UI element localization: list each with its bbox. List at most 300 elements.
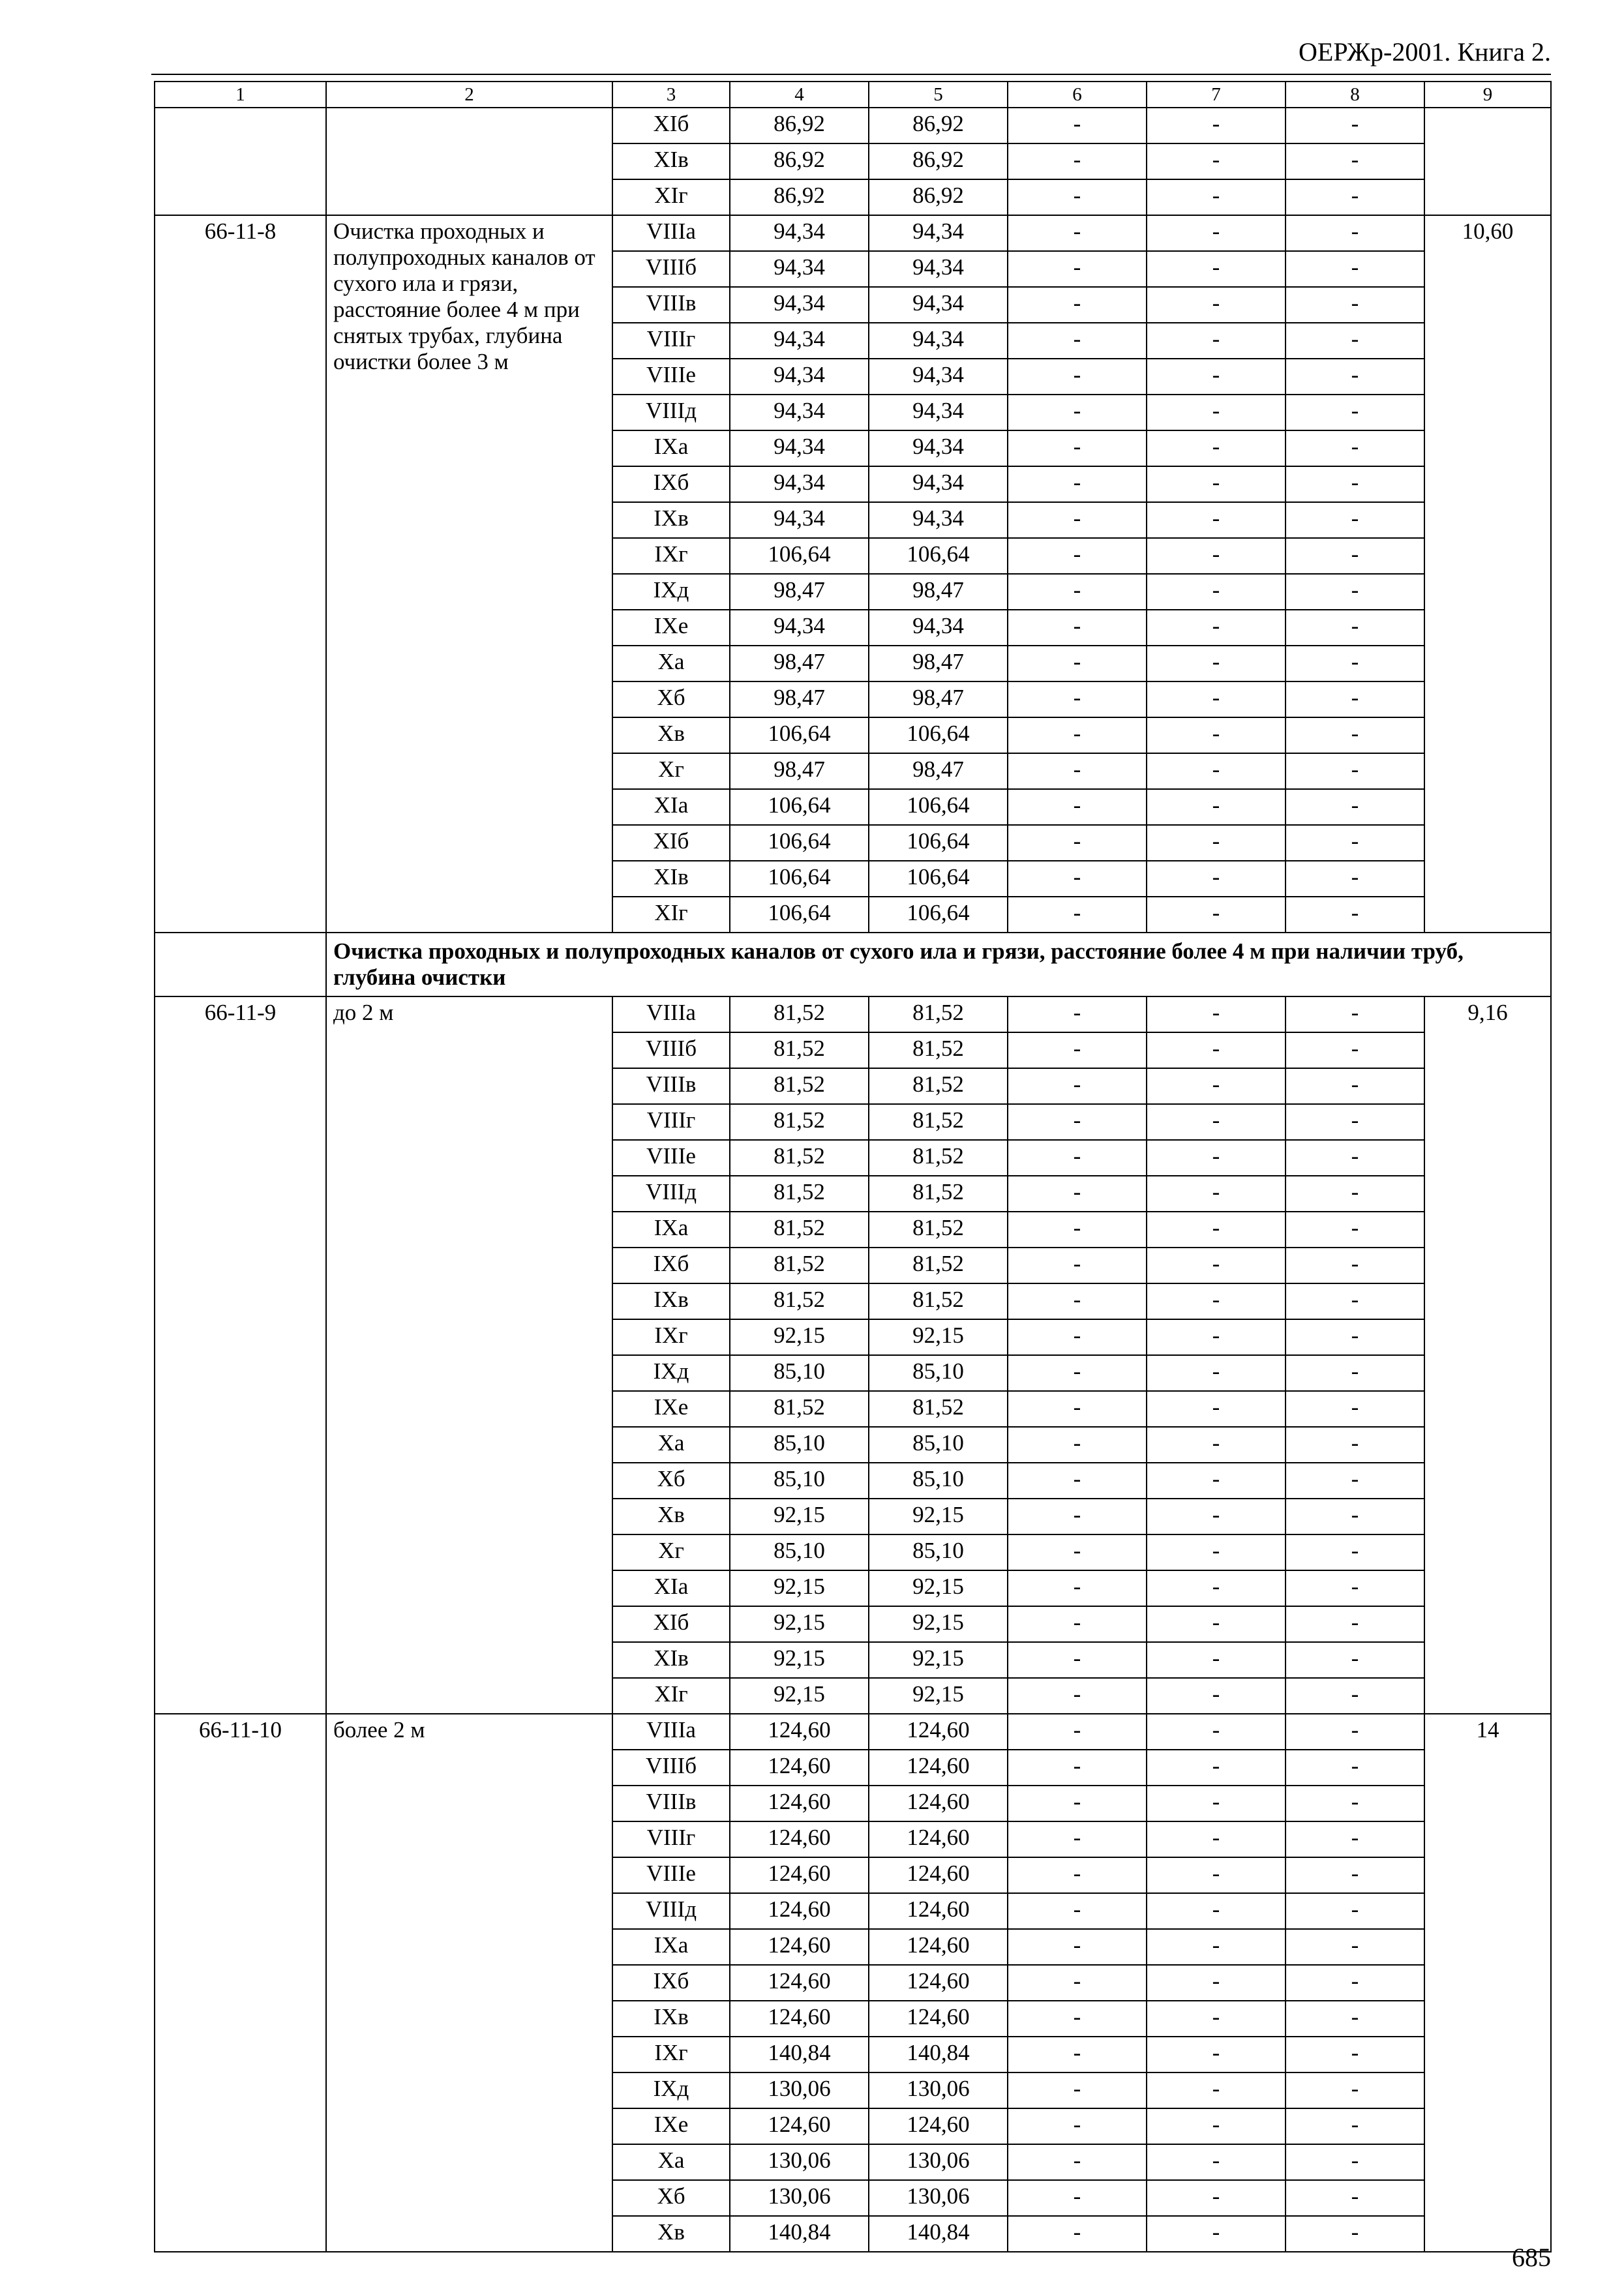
cell-col4: 85,10 (730, 1355, 869, 1391)
cell-col4: 81,52 (730, 996, 869, 1032)
cell-col7: - (1147, 1176, 1286, 1212)
cell-col7: - (1147, 1283, 1286, 1319)
cell-col3: XIб (612, 1606, 730, 1642)
cell-col3: XIа (612, 1570, 730, 1606)
cell-col8: - (1286, 466, 1424, 502)
cell-col7: - (1147, 1534, 1286, 1570)
cell-col6: - (1008, 1463, 1147, 1499)
cell-col6: - (1008, 2072, 1147, 2108)
cell-col8: - (1286, 574, 1424, 610)
cell-col7: - (1147, 179, 1286, 215)
cell-col6: - (1008, 251, 1147, 287)
table-row (155, 1714, 1551, 1750)
cell-col3: Xв (612, 2216, 730, 2252)
cell-col5: 94,34 (869, 610, 1008, 646)
cell-col4: 94,34 (730, 251, 869, 287)
cell-col4: 124,60 (730, 1893, 869, 1929)
column-number-row (155, 82, 1551, 108)
cell-col3: XIв (612, 861, 730, 897)
cell-col5: 92,15 (869, 1499, 1008, 1534)
cell-col3: IXе (612, 2108, 730, 2144)
cell-col4: 94,34 (730, 359, 869, 395)
cell-col6: - (1008, 610, 1147, 646)
section-heading: Очистка проходных и полупроходных каналов от сухого ила и грязи, расстояние более 4 м при наличии труб, глубина очистки (326, 933, 1551, 996)
cell-col7: - (1147, 1463, 1286, 1499)
cell-col4: 86,92 (730, 143, 869, 179)
section-spacer (155, 933, 326, 996)
cell-col5: 94,34 (869, 359, 1008, 395)
cell-col6: - (1008, 681, 1147, 717)
cell-col3: Xа (612, 1427, 730, 1463)
column-number: 8 (1286, 82, 1424, 108)
cell-col5: 81,52 (869, 1391, 1008, 1427)
cell-col4: 92,15 (730, 1642, 869, 1678)
cell-col3: XIг (612, 179, 730, 215)
cell-col6: - (1008, 2037, 1147, 2072)
cell-col8: - (1286, 502, 1424, 538)
cell-col4: 94,34 (730, 215, 869, 251)
cell-col7: - (1147, 1606, 1286, 1642)
cell-col4: 81,52 (730, 1212, 869, 1248)
cell-col3: IXе (612, 1391, 730, 1427)
cell-col3: XIб (612, 825, 730, 861)
cell-col8: - (1286, 897, 1424, 933)
cell-col6: - (1008, 825, 1147, 861)
cell-col8: - (1286, 1427, 1424, 1463)
cell-col4: 124,60 (730, 1857, 869, 1893)
header-rule (151, 74, 1551, 75)
cell-col3: XIа (612, 789, 730, 825)
cell-col7: - (1147, 1714, 1286, 1750)
cell-col7: - (1147, 610, 1286, 646)
cell-col7: - (1147, 646, 1286, 681)
cell-col8: - (1286, 1355, 1424, 1391)
cell-col3: Xг (612, 753, 730, 789)
cell-col3: IXв (612, 2001, 730, 2037)
cell-col8: - (1286, 681, 1424, 717)
cell-col8: - (1286, 2001, 1424, 2037)
cell-col8: - (1286, 1176, 1424, 1212)
cell-col8: - (1286, 789, 1424, 825)
cell-col3: VIIIа (612, 1714, 730, 1750)
cell-col7: - (1147, 108, 1286, 143)
cell-col6: - (1008, 108, 1147, 143)
cell-col8: - (1286, 996, 1424, 1032)
cell-col4: 106,64 (730, 861, 869, 897)
cell-col7: - (1147, 359, 1286, 395)
cell-col4: 94,34 (730, 395, 869, 430)
cell-col4: 98,47 (730, 681, 869, 717)
cell-col5: 94,34 (869, 502, 1008, 538)
cell-col4: 106,64 (730, 897, 869, 933)
cell-col6: - (1008, 179, 1147, 215)
cell-col6: - (1008, 1355, 1147, 1391)
cell-col5: 94,34 (869, 395, 1008, 430)
cell-col4: 81,52 (730, 1140, 869, 1176)
cell-col7: - (1147, 717, 1286, 753)
cell-col3: IXа (612, 1212, 730, 1248)
cell-col7: - (1147, 825, 1286, 861)
cell-col7: - (1147, 251, 1286, 287)
cell-col5: 81,52 (869, 1248, 1008, 1283)
cell-col7: - (1147, 1427, 1286, 1463)
cell-col6: - (1008, 502, 1147, 538)
cell-col5: 140,84 (869, 2216, 1008, 2252)
cell-col7: - (1147, 1140, 1286, 1176)
cell-col3: VIIIе (612, 1857, 730, 1893)
cell-col6: - (1008, 1104, 1147, 1140)
cell-col7: - (1147, 1068, 1286, 1104)
cell-col3: VIIIв (612, 1786, 730, 1821)
cell-col8: - (1286, 1463, 1424, 1499)
cell-col8: - (1286, 359, 1424, 395)
cell-col4: 130,06 (730, 2180, 869, 2216)
cell-col6: - (1008, 1499, 1147, 1534)
cell-col6: - (1008, 143, 1147, 179)
cell-col3: Xг (612, 1534, 730, 1570)
cell-col3: XIг (612, 1678, 730, 1714)
cell-col8: - (1286, 1821, 1424, 1857)
cell-col3: VIIIг (612, 1821, 730, 1857)
cell-col6: - (1008, 753, 1147, 789)
cell-col8: - (1286, 1570, 1424, 1606)
cell-col5: 124,60 (869, 1929, 1008, 1965)
cell-col6: - (1008, 996, 1147, 1032)
cell-col3: VIIIд (612, 1176, 730, 1212)
cell-col5: 130,06 (869, 2072, 1008, 2108)
cell-col7: - (1147, 1750, 1286, 1786)
cell-col3: Xб (612, 1463, 730, 1499)
cell-col8: - (1286, 1140, 1424, 1176)
rate-code: 66-11-9 (155, 996, 326, 1714)
cell-col8: - (1286, 1857, 1424, 1893)
rate-code: 66-11-10 (155, 1714, 326, 2252)
cell-col4: 106,64 (730, 825, 869, 861)
cell-col7: - (1147, 1032, 1286, 1068)
cell-col5: 81,52 (869, 1068, 1008, 1104)
cell-col4: 106,64 (730, 538, 869, 574)
cell-col6: - (1008, 646, 1147, 681)
column-number: 6 (1008, 82, 1147, 108)
cell-col6: - (1008, 323, 1147, 359)
cell-col6: - (1008, 1176, 1147, 1212)
cell-col6: - (1008, 2001, 1147, 2037)
cell-col7: - (1147, 681, 1286, 717)
cell-col5: 85,10 (869, 1355, 1008, 1391)
cell-col5: 81,52 (869, 1140, 1008, 1176)
cell-col6: - (1008, 861, 1147, 897)
cell-col4: 81,52 (730, 1176, 869, 1212)
cell-col5: 124,60 (869, 2001, 1008, 2037)
cell-col3: IXе (612, 610, 730, 646)
cell-col3: VIIIа (612, 996, 730, 1032)
cell-col5: 81,52 (869, 1212, 1008, 1248)
cell-col6: - (1008, 359, 1147, 395)
cell-col8: - (1286, 2180, 1424, 2216)
cell-col5: 124,60 (869, 1750, 1008, 1786)
cell-col6: - (1008, 466, 1147, 502)
cell-col6: - (1008, 2180, 1147, 2216)
cell-col5: 81,52 (869, 1032, 1008, 1068)
cell-col6: - (1008, 1750, 1147, 1786)
cell-col7: - (1147, 323, 1286, 359)
cell-col4: 94,34 (730, 287, 869, 323)
cell-col8: - (1286, 646, 1424, 681)
cell-col5: 106,64 (869, 789, 1008, 825)
cell-col3: Xа (612, 2144, 730, 2180)
cell-col3: XIб (612, 108, 730, 143)
cell-col8: - (1286, 610, 1424, 646)
cell-col5: 85,10 (869, 1427, 1008, 1463)
cell-col8: - (1286, 1212, 1424, 1248)
cell-col3: IXв (612, 1283, 730, 1319)
cell-col6: - (1008, 1786, 1147, 1821)
cell-col4: 86,92 (730, 108, 869, 143)
cell-col6: - (1008, 717, 1147, 753)
cell-col7: - (1147, 996, 1286, 1032)
labor-cost: 9,16 (1424, 996, 1551, 1714)
cell-col3: Xа (612, 646, 730, 681)
cell-col7: - (1147, 466, 1286, 502)
labor-cost: 14 (1424, 1714, 1551, 2252)
cell-col3: VIIIд (612, 395, 730, 430)
cell-col7: - (1147, 538, 1286, 574)
cell-col7: - (1147, 2108, 1286, 2144)
cell-col5: 81,52 (869, 1283, 1008, 1319)
cell-col4: 124,60 (730, 1965, 869, 2001)
cell-col8: - (1286, 1965, 1424, 2001)
cell-col5: 124,60 (869, 1714, 1008, 1750)
table-body (155, 82, 1551, 2252)
cell-col6: - (1008, 1319, 1147, 1355)
cell-col7: - (1147, 2216, 1286, 2252)
cell-col4: 92,15 (730, 1606, 869, 1642)
cell-col4: 106,64 (730, 789, 869, 825)
cell-col5: 94,34 (869, 251, 1008, 287)
cell-col6: - (1008, 1965, 1147, 2001)
cell-col7: - (1147, 287, 1286, 323)
cell-col3: XIв (612, 143, 730, 179)
cell-col7: - (1147, 1391, 1286, 1427)
cell-col7: - (1147, 789, 1286, 825)
cell-col5: 85,10 (869, 1534, 1008, 1570)
cell-col5: 86,92 (869, 108, 1008, 143)
cell-col4: 92,15 (730, 1499, 869, 1534)
cell-col7: - (1147, 395, 1286, 430)
cell-col8: - (1286, 1750, 1424, 1786)
cell-col4: 106,64 (730, 717, 869, 753)
cell-col4: 81,52 (730, 1068, 869, 1104)
cell-col8: - (1286, 1893, 1424, 1929)
cell-col5: 124,60 (869, 1857, 1008, 1893)
cell-code (155, 108, 326, 215)
cell-col5: 81,52 (869, 996, 1008, 1032)
cell-col7: - (1147, 1857, 1286, 1893)
cell-col5: 106,64 (869, 861, 1008, 897)
cell-col7: - (1147, 1893, 1286, 1929)
cell-col7: - (1147, 1678, 1286, 1714)
cell-col3: VIIIв (612, 287, 730, 323)
cell-col8: - (1286, 287, 1424, 323)
cell-col5: 92,15 (869, 1678, 1008, 1714)
table-row (155, 215, 1551, 251)
cell-col8: - (1286, 2108, 1424, 2144)
cell-col7: - (1147, 897, 1286, 933)
cell-col8: - (1286, 395, 1424, 430)
cell-col3: XIг (612, 897, 730, 933)
cell-col7: - (1147, 1355, 1286, 1391)
cell-col4: 124,60 (730, 1750, 869, 1786)
cell-col8: - (1286, 215, 1424, 251)
cell-col5: 86,92 (869, 143, 1008, 179)
work-description: Очистка проходных и полупроходных каналов от сухого ила и грязи, расстояние более 4 м при снятых трубах, глубина очистки более 3 м (326, 215, 612, 933)
cell-col6: - (1008, 215, 1147, 251)
cell-col6: - (1008, 1068, 1147, 1104)
cell-col8: - (1286, 1606, 1424, 1642)
cell-col7: - (1147, 1821, 1286, 1857)
cell-col5: 94,34 (869, 466, 1008, 502)
cell-col4: 92,15 (730, 1570, 869, 1606)
cell-col8: - (1286, 1499, 1424, 1534)
cell-col8: - (1286, 179, 1424, 215)
cell-col5: 98,47 (869, 574, 1008, 610)
cell-col5: 124,60 (869, 1786, 1008, 1821)
cell-col7: - (1147, 1212, 1286, 1248)
cell-col4: 140,84 (730, 2216, 869, 2252)
cell-col5: 86,92 (869, 179, 1008, 215)
cell-col7: - (1147, 215, 1286, 251)
cell-col5: 85,10 (869, 1463, 1008, 1499)
section-row (155, 933, 1551, 996)
cell-col3: VIIIб (612, 251, 730, 287)
cell-col6: - (1008, 1391, 1147, 1427)
cell-col3: VIIIб (612, 1032, 730, 1068)
rates-table (154, 81, 1552, 2252)
column-number: 3 (612, 82, 730, 108)
cell-col5: 94,34 (869, 323, 1008, 359)
cell-col5: 106,64 (869, 717, 1008, 753)
cell-col4: 94,34 (730, 430, 869, 466)
cell-col5: 92,15 (869, 1570, 1008, 1606)
cell-col5: 92,15 (869, 1606, 1008, 1642)
cell-col7: - (1147, 1248, 1286, 1283)
cell-col4: 98,47 (730, 574, 869, 610)
cell-col3: VIIIв (612, 1068, 730, 1104)
cell-col4: 124,60 (730, 1821, 869, 1857)
cell-col6: - (1008, 1821, 1147, 1857)
cell-col4: 81,52 (730, 1248, 869, 1283)
cell-col8: - (1286, 2216, 1424, 2252)
cell-col8: - (1286, 753, 1424, 789)
cell-col9 (1424, 108, 1551, 215)
cell-col4: 124,60 (730, 1714, 869, 1750)
cell-col4: 81,52 (730, 1283, 869, 1319)
cell-col3: IXа (612, 1929, 730, 1965)
cell-col6: - (1008, 1893, 1147, 1929)
cell-col4: 94,34 (730, 610, 869, 646)
cell-col7: - (1147, 1319, 1286, 1355)
cell-col7: - (1147, 143, 1286, 179)
cell-col3: Xв (612, 1499, 730, 1534)
cell-col7: - (1147, 1104, 1286, 1140)
cell-col8: - (1286, 1786, 1424, 1821)
column-number: 7 (1147, 82, 1286, 108)
cell-col5: 98,47 (869, 753, 1008, 789)
cell-col3: IXв (612, 502, 730, 538)
cell-col3: IXг (612, 538, 730, 574)
cell-col4: 94,34 (730, 502, 869, 538)
cell-col5: 92,15 (869, 1642, 1008, 1678)
cell-col8: - (1286, 1319, 1424, 1355)
cell-col4: 130,06 (730, 2144, 869, 2180)
cell-col7: - (1147, 2180, 1286, 2216)
cell-col5: 98,47 (869, 646, 1008, 681)
cell-col6: - (1008, 1678, 1147, 1714)
cell-col7: - (1147, 1929, 1286, 1965)
cell-col5: 140,84 (869, 2037, 1008, 2072)
page-number: 685 (1512, 2243, 1551, 2272)
cell-col4: 81,52 (730, 1032, 869, 1068)
cell-col4: 85,10 (730, 1534, 869, 1570)
cell-col8: - (1286, 1032, 1424, 1068)
cell-col6: - (1008, 1248, 1147, 1283)
cell-col6: - (1008, 1032, 1147, 1068)
cell-col7: - (1147, 1965, 1286, 2001)
cell-col5: 98,47 (869, 681, 1008, 717)
work-description: до 2 м (326, 996, 612, 1714)
cell-col3: Xб (612, 2180, 730, 2216)
cell-col3: VIIIа (612, 215, 730, 251)
cell-col7: - (1147, 1642, 1286, 1678)
cell-col7: - (1147, 1570, 1286, 1606)
column-number: 2 (326, 82, 612, 108)
cell-col3: IXа (612, 430, 730, 466)
cell-col5: 92,15 (869, 1319, 1008, 1355)
cell-col4: 124,60 (730, 1929, 869, 1965)
cell-col3: IXд (612, 1355, 730, 1391)
cell-col5: 106,64 (869, 897, 1008, 933)
cell-col5: 106,64 (869, 538, 1008, 574)
cell-col4: 140,84 (730, 2037, 869, 2072)
cell-col8: - (1286, 2144, 1424, 2180)
table-row (155, 108, 1551, 143)
cell-col4: 92,15 (730, 1319, 869, 1355)
cell-col8: - (1286, 1534, 1424, 1570)
cell-col6: - (1008, 1283, 1147, 1319)
cell-col8: - (1286, 1929, 1424, 1965)
cell-col8: - (1286, 1283, 1424, 1319)
cell-col6: - (1008, 789, 1147, 825)
cell-col6: - (1008, 1929, 1147, 1965)
document-header: ОЕРЖр-2001. Книга 2. (1299, 37, 1551, 67)
cell-col8: - (1286, 1714, 1424, 1750)
cell-col8: - (1286, 861, 1424, 897)
cell-col3: Xб (612, 681, 730, 717)
cell-col4: 85,10 (730, 1463, 869, 1499)
cell-col5: 124,60 (869, 1893, 1008, 1929)
cell-col5: 130,06 (869, 2180, 1008, 2216)
cell-col7: - (1147, 574, 1286, 610)
cell-col8: - (1286, 430, 1424, 466)
cell-col4: 81,52 (730, 1391, 869, 1427)
cell-col4: 86,92 (730, 179, 869, 215)
cell-col6: - (1008, 430, 1147, 466)
cell-col5: 106,64 (869, 825, 1008, 861)
cell-col5: 124,60 (869, 2108, 1008, 2144)
cell-col8: - (1286, 251, 1424, 287)
column-number: 1 (155, 82, 326, 108)
cell-col8: - (1286, 538, 1424, 574)
